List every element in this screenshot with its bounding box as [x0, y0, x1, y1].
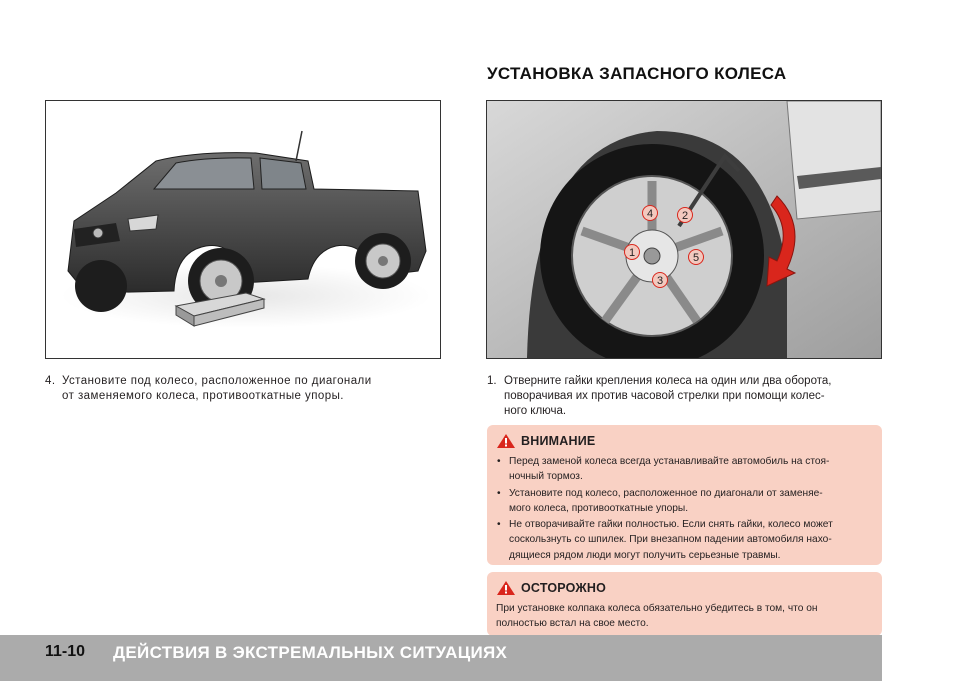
list-item: • Установите под колесо, расположенное по диагонали от заменяе- мого колеса, противооткатные упоры. [496, 486, 872, 517]
step-1 [487, 374, 883, 419]
wheel-lug-wrench-illustration [487, 101, 881, 358]
lug-label-2 [678, 208, 693, 223]
warning-title: ВНИМАНИЕ [521, 434, 596, 448]
caution-box [487, 572, 882, 636]
section-title: УСТАНОВКА ЗАПАСНОГО КОЛЕСА [487, 64, 787, 83]
figure-wheel-lug-nuts [486, 100, 882, 359]
step-number: 4. [45, 375, 56, 387]
lug-label-1 [625, 245, 640, 260]
caution-text-line: При установке колпака колеса обязательно убедитесь в том, что он [496, 603, 818, 614]
pickup-truck-illustration [46, 101, 440, 358]
caution-text-line: полностью встал на свое место. [496, 618, 649, 630]
step-text-line: ного ключа. [504, 405, 567, 417]
step-text-line: от заменяемого колеса, противооткатные упоры. [62, 390, 344, 402]
list-item: • Не отворачивайте гайки полностью. Если снять гайки, колесо может соскользнуть со шпилек. При внезапном падении автомобиля нахо- дящиеся рядом люди могут получить серьезные травмы. [496, 517, 872, 563]
step-text-line: Установите под колесо, расположенное по диагонали [62, 375, 372, 387]
warning-triangle-icon [496, 580, 516, 596]
svg-text:5: 5 [692, 252, 700, 264]
step-number: 1. [487, 375, 497, 387]
warning-triangle-icon [496, 433, 516, 449]
caution-title: ОСТОРОЖНО [521, 581, 607, 595]
step-4 [45, 374, 445, 404]
svg-text:1: 1 [628, 247, 636, 259]
lug-label-3 [653, 273, 668, 288]
step-text-line: Отверните гайки крепления колеса на один или два оборота, [504, 375, 832, 387]
figure-truck-chocks [45, 100, 441, 359]
warning-list [496, 454, 872, 563]
page-number: 11-10 [45, 643, 86, 660]
svg-text:4: 4 [646, 208, 654, 220]
chapter-title: ДЕЙСТВИЯ В ЭКСТРЕМАЛЬНЫХ СИТУАЦИЯХ [113, 643, 508, 662]
warning-box [487, 425, 882, 565]
list-item: • Перед заменой колеса всегда устанавливайте автомобиль на стоя- ночный тормоз. [496, 454, 872, 485]
svg-text:3: 3 [656, 275, 664, 287]
svg-text:2: 2 [681, 210, 689, 222]
step-text-line: поворачивая их против часовой стрелки при помощи колес- [504, 390, 825, 402]
lug-label-4 [643, 206, 658, 221]
lug-label-5 [689, 250, 704, 265]
